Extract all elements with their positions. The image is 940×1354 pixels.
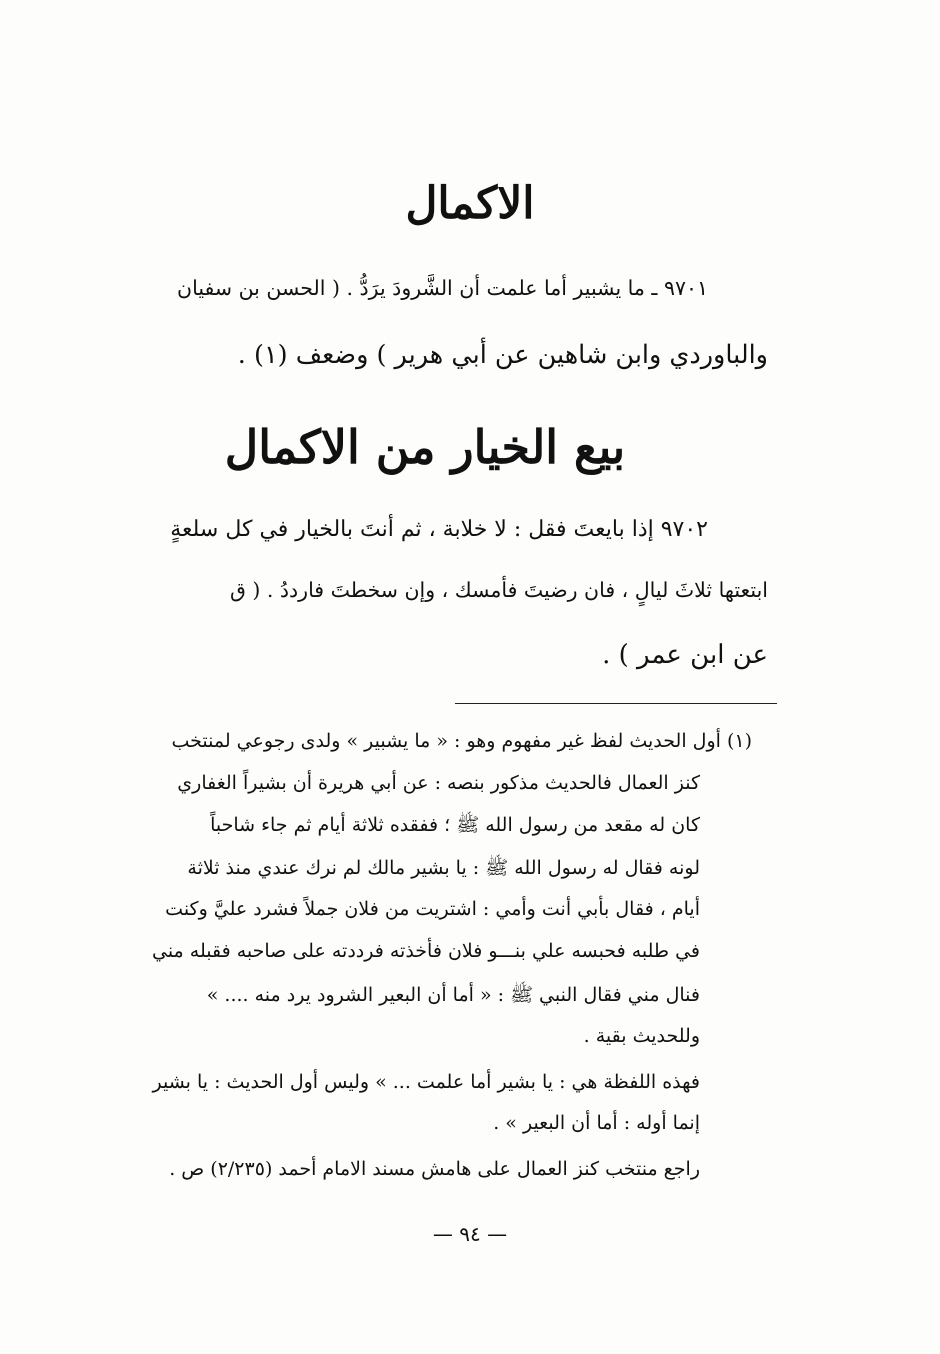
- footnote-line-6: في طلبه فحبسه علي بنـــو فلان فأخذته فرددته على صاحبه فقبله مني: [151, 940, 700, 962]
- footnote-line-8: وللحديث بقية .: [583, 1025, 700, 1047]
- footnote-line-9: فهذه اللفظة هي : يا بشير أما علمت ... » وليس أول الحديث : يا بشير: [152, 1071, 700, 1093]
- footnote-line-1: (١) أول الحديث لفظ غير مفهوم وهو : « ما يشبير » ولدى رجوعي لمنتخب: [171, 730, 752, 752]
- hadith-9701-line-2: والباوردي وابن شاهين عن أبي هرير ) وضعف (١) .: [237, 340, 768, 370]
- footnote-line-4: لونه فقال له رسول الله ﷺ : يا بشير مالك لم نرك عندي منذ ثلاثة: [187, 857, 700, 879]
- hadith-9701-line-1: ٩٧٠١ ـ ما يشبير أما علمت أن الشَّرودَ يرَدُّ . ( الحسن بن سفيان: [177, 276, 708, 300]
- hadith-9702-line-1: ٩٧٠٢ إذا بايعتَ فقل : لا خلابة ، ثم أنتَ بالخيار في كل سلعةٍ: [170, 517, 708, 542]
- hadith-9702-line-3: عن ابن عمر ) .: [602, 640, 768, 670]
- footnote-separator: [455, 703, 777, 704]
- footnote-line-2: كنز العمال فالحديث مذكور بنصه : عن أبي هريرة أن بشيراً الغفاري: [177, 772, 700, 794]
- footnote-line-5: أيام ، فقال بأبي أنت وأمي : اشتريت من فلان جملاً فشرد عليَّ وكنت: [165, 898, 700, 920]
- footnote-line-7: فنال مني فقال النبي ﷺ : « أما أن البعير الشرود يرد منه .... »: [206, 984, 700, 1006]
- footnote-line-11: راجع منتخب كنز العمال على هامش مسند الامام أحمد (٢/٢٣٥) ص .: [169, 1158, 700, 1180]
- section-heading-ikmal: الاكمال: [405, 178, 535, 229]
- footnote-line-10: إنما أوله : أما أن البعير » .: [493, 1112, 700, 1134]
- page-number: — ٩٤ —: [432, 1222, 508, 1246]
- footnote-line-3: كان له مقعد من رسول الله ﷺ ؛ ففقده ثلاثة أيام ثم جاء شاحباً: [210, 814, 700, 836]
- hadith-9702-line-2: ابتعتها ثلاثَ ليالٍ ، فان رضيتَ فأمسك ، وإن سخطتَ فارددُ . ( ق: [229, 578, 768, 602]
- section-heading-bay-al-khiyar: بيع الخيار من الاكمال: [224, 420, 626, 474]
